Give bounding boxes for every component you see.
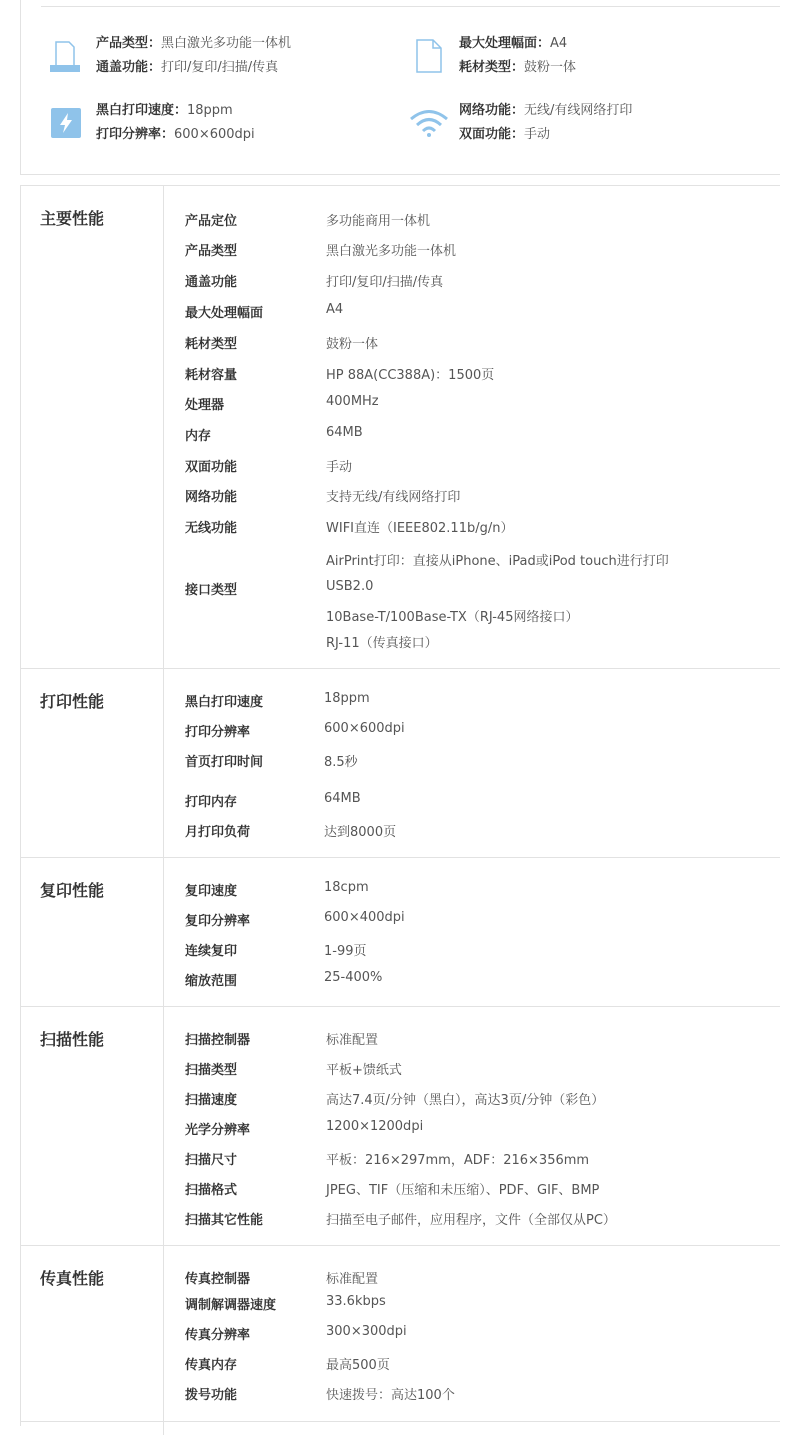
spec-value: AirPrint打印：直接从iPhone、iPad或iPod touch进行打印 <box>326 554 669 569</box>
summary-item <box>459 99 632 123</box>
spec-value: 打印/复印/扫描/传真 <box>326 275 444 290</box>
spec-key: 耗材类型 <box>185 337 238 352</box>
spec-key: 扫描速度 <box>185 1093 238 1108</box>
spec-key: 网络功能 <box>185 490 238 505</box>
summary-value: 鼓粉一体 <box>524 60 577 75</box>
section-title: 主要性能 <box>40 209 105 228</box>
spec-value: 18cpm <box>324 880 369 895</box>
summary-value: 黑白激光多功能一体机 <box>161 36 292 51</box>
section-divider <box>163 1007 164 1245</box>
spec-section <box>20 1006 780 1245</box>
spec-key: 耗材容量 <box>185 368 238 383</box>
spec-value: 1200×1200dpi <box>326 1119 424 1134</box>
spec-key: 首页打印时间 <box>185 755 264 770</box>
spec-key: 双面功能 <box>185 460 238 475</box>
spec-key: 产品定位 <box>185 214 238 229</box>
spec-value: 1-99页 <box>324 944 367 959</box>
spec-key: 扫描格式 <box>185 1183 238 1198</box>
spec-key: 内存 <box>185 429 212 444</box>
spec-value: 33.6kbps <box>326 1294 386 1309</box>
section-title: 打印性能 <box>40 692 105 711</box>
spec-value: 黑白激光多功能一体机 <box>326 244 457 259</box>
spec-value: HP 88A(CC388A)：1500页 <box>326 368 495 383</box>
spec-value: 高达7.4页/分钟（黑白），高达3页/分钟（彩色） <box>326 1093 605 1108</box>
spec-key: 通盖功能 <box>185 275 238 290</box>
summary-item <box>96 32 291 56</box>
spec-value: 25-400% <box>324 970 383 985</box>
summary-key: 通盖功能： <box>96 60 162 75</box>
spec-key: 扫描类型 <box>185 1063 238 1078</box>
spec-key: 传真内存 <box>185 1358 238 1373</box>
summary-key: 黑白打印速度： <box>96 103 188 118</box>
spec-value: 10Base-T/100Base-TX（RJ-45网络接口） <box>326 610 579 625</box>
spec-value: 600×400dpi <box>324 910 405 925</box>
summary-value: 18ppm <box>187 103 233 118</box>
spec-key: 产品类型 <box>185 244 238 259</box>
spec-value: 64MB <box>324 791 361 806</box>
spec-value: 标准配置 <box>326 1033 379 1048</box>
spec-value: RJ-11（传真接口） <box>326 636 438 651</box>
section-title: 扫描性能 <box>40 1030 105 1049</box>
spec-value: 手动 <box>326 460 353 475</box>
summary-item <box>96 56 278 80</box>
spec-key: 复印速度 <box>185 884 238 899</box>
section-divider <box>163 1422 164 1426</box>
spec-section <box>20 668 780 857</box>
summary-value: 无线/有线网络打印 <box>524 103 633 118</box>
spec-key: 扫描尺寸 <box>185 1153 238 1168</box>
spec-key: 接口类型 <box>185 583 238 598</box>
spec-value: 多功能商用一体机 <box>326 214 431 229</box>
spec-value: USB2.0 <box>326 579 374 594</box>
section-title: 传真性能 <box>40 1269 105 1288</box>
spec-key: 最大处理幅面 <box>185 306 264 321</box>
spec-value: 达到8000页 <box>324 825 397 840</box>
summary-key: 双面功能： <box>459 127 525 142</box>
spec-key: 扫描其它性能 <box>185 1213 264 1228</box>
spec-key: 拨号功能 <box>185 1388 238 1403</box>
summary-item <box>459 32 567 56</box>
spec-key: 打印内存 <box>185 795 238 810</box>
spec-value: 快速拨号：高达100个 <box>326 1388 455 1403</box>
printer-icon <box>48 40 82 74</box>
spec-value: 平板：216×297mm，ADF：216×356mm <box>326 1153 590 1168</box>
document-icon <box>414 38 444 74</box>
spec-key: 扫描控制器 <box>185 1033 251 1048</box>
spec-section <box>20 1245 780 1435</box>
spec-value: 8.5秒 <box>324 755 358 770</box>
spec-key: 打印分辨率 <box>185 725 251 740</box>
spec-value: 18ppm <box>324 691 370 706</box>
spec-key: 复印分辨率 <box>185 914 251 929</box>
summary-value: 600×600dpi <box>174 127 255 142</box>
spec-table-end <box>20 1421 780 1426</box>
spec-value: WIFI直连（IEEE802.11b/g/n） <box>326 521 514 536</box>
summary-item <box>96 123 255 147</box>
spec-key: 传真分辨率 <box>185 1328 251 1343</box>
wifi-icon <box>408 106 450 138</box>
summary-key: 耗材类型： <box>459 60 525 75</box>
spec-value: 鼓粉一体 <box>326 337 379 352</box>
spec-section <box>20 857 780 1006</box>
spec-key: 无线功能 <box>185 521 238 536</box>
section-divider <box>163 186 164 668</box>
summary-item <box>459 123 550 147</box>
lightning-icon <box>51 108 81 138</box>
spec-key: 月打印负荷 <box>185 825 251 840</box>
spec-value: 300×300dpi <box>326 1324 407 1339</box>
spec-value: 600×600dpi <box>324 721 405 736</box>
spec-value: 标准配置 <box>326 1272 379 1287</box>
spec-value: 支持无线/有线网络打印 <box>326 490 461 505</box>
summary-key: 产品类型： <box>96 36 162 51</box>
section-divider <box>163 858 164 1006</box>
summary-key: 最大处理幅面： <box>459 36 551 51</box>
summary-key: 打印分辨率： <box>96 127 175 142</box>
summary-value: A4 <box>550 36 568 51</box>
summary-top-divider <box>41 6 780 7</box>
spec-key: 调制解调器速度 <box>185 1298 277 1313</box>
spec-value: 最高500页 <box>326 1358 390 1373</box>
summary-value: 打印/复印/扫描/传真 <box>161 60 279 75</box>
spec-value: JPEG、TIF（压缩和未压缩）、PDF、GIF、BMP <box>326 1183 600 1198</box>
spec-value: 平板+馈纸式 <box>326 1063 402 1078</box>
spec-value: 扫描至电子邮件，应用程序，文件（全部仅从PC） <box>326 1213 616 1228</box>
summary-box <box>20 0 780 175</box>
spec-value: 400MHz <box>326 394 379 409</box>
spec-key: 光学分辨率 <box>185 1123 251 1138</box>
summary-value: 手动 <box>524 127 551 142</box>
spec-key: 缩放范围 <box>185 974 238 989</box>
spec-key: 黑白打印速度 <box>185 695 264 710</box>
section-title: 复印性能 <box>40 881 105 900</box>
summary-key: 网络功能： <box>459 103 525 118</box>
spec-value: A4 <box>326 302 344 317</box>
spec-section <box>20 185 780 668</box>
summary-item <box>459 56 576 80</box>
section-divider <box>163 1246 164 1435</box>
spec-key: 连续复印 <box>185 944 238 959</box>
summary-item <box>96 99 233 123</box>
spec-key: 处理器 <box>185 398 225 413</box>
spec-key: 传真控制器 <box>185 1272 251 1287</box>
section-divider <box>163 669 164 857</box>
spec-value: 64MB <box>326 425 363 440</box>
